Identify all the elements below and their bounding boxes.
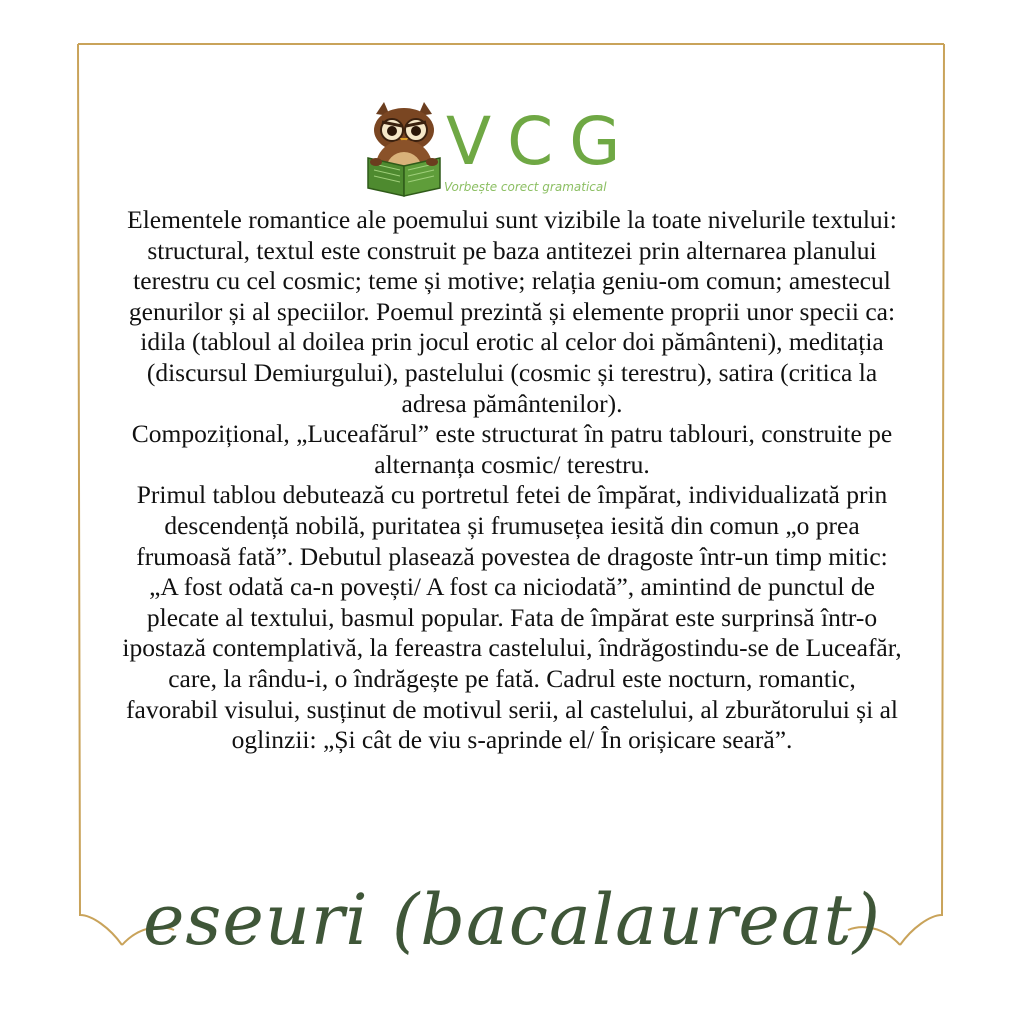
owl-reading-book-icon (362, 100, 446, 200)
logo-tagline: Vorbește corect gramatical (444, 180, 607, 194)
essay-text (120, 205, 904, 756)
paragraph-1: Elementele romantice ale poemului sunt vizibile la toate nivelurile textului: structural, textul este construit pe baza antitezei prin alternarea planului terestru cu cel cosmic; teme și motive; relația geniu-om comun; amestecul genurilor și al speciilor. Poemul prezintă și elemente proprii unor specii ca: idila (tabloul al doilea prin jocul erotic al celor doi pământeni), meditația (discursul Demiurgului), pastelului (cosmic și terestru), satira (critica la adresa pământenilor). (127, 205, 897, 418)
logo-letters: VCG (446, 103, 637, 180)
footer-title: eseuri (bacalaureat) (142, 879, 881, 961)
paragraph-2: Compozițional, „Luceafărul” este structurat în patru tablouri, construite pe alternanța cosmic/ terestru. (131, 419, 893, 479)
vcg-logo (362, 100, 662, 200)
paragraph-3: Primul tablou debutează cu portretul fetei de împărat, individualizată prin descendență nobilă, puritatea și frumusețea iesită din comun „o prea frumoasă fată”. Debutul plasează povestea de dragoste într-un timp mitic: „A fost odată ca-n povești/ A fost ca niciodată”, amintind de punctul de plecate al textului, basmul popular. Fata de împărat este surprinsă într-o ipostază contemplativă, la fereastra castelului, îndrăgostindu-se de Luceafăr, care, la rându-i, o îndrăgește pe fată. Cadrul este nocturn, romantic, favorabil visului, susținut de motivul serii, al castelului, al zburătorului și al oglinzii: „Și cât de viu s-aprinde el/ În orișicare seară”. (122, 480, 902, 755)
